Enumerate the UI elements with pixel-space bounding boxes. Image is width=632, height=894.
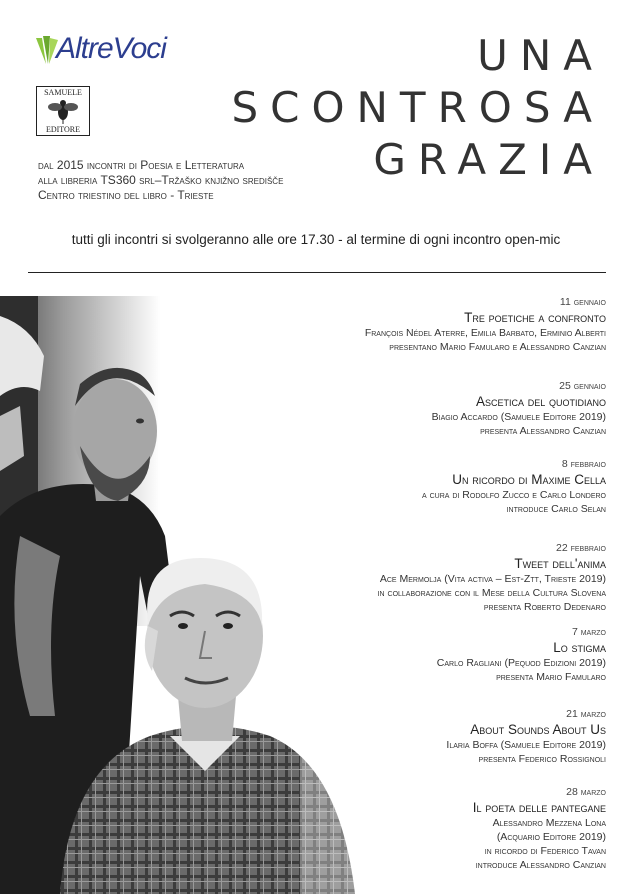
event-detail-line: presentano Mario Famularo e Alessandro Canzian — [389, 341, 606, 353]
event-date: 7 marzo — [571, 626, 606, 638]
event-detail-line: in ricordo di Federico Tavan — [484, 845, 606, 857]
title-line-1: UNA — [477, 31, 604, 80]
event-details — [306, 656, 606, 684]
event-series-title — [231, 30, 604, 186]
event-details — [306, 572, 606, 614]
event-item — [306, 458, 606, 542]
event-title: Tre poetiche a confronto — [464, 310, 606, 325]
event-details — [306, 738, 606, 766]
event-detail-line: a cura di Rodolfo Zucco e Carlo Londero — [422, 489, 606, 501]
event-item — [306, 296, 606, 380]
event-date: 28 marzo — [566, 786, 606, 798]
title-line-2: SCONTROSA — [231, 83, 604, 132]
event-detail-line: Biagio Accardo (Samuele Editore 2019) — [431, 411, 606, 423]
samuele-editore-seal — [36, 86, 90, 136]
event-title: Tweet dell'anima — [514, 556, 606, 571]
event-detail-line: Carlo Ragliani (Pequod Edizioni 2019) — [436, 657, 606, 669]
event-detail-line: presenta Federico Rossignoli — [478, 753, 606, 765]
event-detail-line: presenta Roberto Dedenaro — [483, 601, 606, 613]
event-title: Ascetica del quotidiano — [475, 394, 606, 409]
seal-line-1: SAMUELE — [44, 88, 82, 97]
event-item — [306, 626, 606, 708]
schedule-note: tutti gli incontri si svolgeranno alle ore 17.30 - al termine di ogni incontro open-mic — [71, 232, 561, 247]
altrevoci-logo — [34, 30, 204, 70]
event-date: 8 febbraio — [561, 458, 606, 470]
event-date: 21 marzo — [566, 708, 606, 720]
events-list — [306, 296, 606, 872]
event-item — [306, 708, 606, 786]
event-details — [306, 410, 606, 438]
intro-line-1: dal 2015 incontri di Poesia e Letteratura — [38, 158, 245, 172]
event-details — [306, 816, 606, 872]
event-date: 22 febbraio — [556, 542, 606, 554]
event-detail-line: presenta Mario Famularo — [496, 671, 606, 683]
event-detail-line: presenta Alessandro Canzian — [480, 425, 606, 437]
title-line-3: GRAZIA — [373, 135, 604, 184]
event-date: 11 gennaio — [559, 296, 606, 308]
event-item — [306, 786, 606, 872]
event-detail-line: Ace Mermolja (Vita activa – Est-Ztt, Trieste 2019) — [379, 573, 606, 585]
event-title: Un ricordo di Maxime Cella — [452, 472, 606, 487]
event-title: Lo stigma — [553, 640, 606, 655]
event-title: About Sounds About Us — [470, 722, 606, 737]
event-details — [306, 488, 606, 516]
event-detail-line: François Nédel Aterre, Emilia Barbato, Erminio Alberti — [364, 327, 606, 339]
intro-line-3: Centro triestino del libro - Trieste — [38, 188, 214, 202]
event-detail-line: introduce Alessandro Canzian — [475, 859, 606, 871]
divider — [28, 272, 606, 273]
intro-block — [38, 158, 283, 203]
event-details — [306, 326, 606, 354]
bee-emblem-icon — [48, 98, 78, 124]
intro-line-2: alla libreria TS360 srl–Tržaško knjižno središče — [38, 173, 284, 187]
event-detail-line: Ilaria Boffa (Samuele Editore 2019) — [446, 739, 606, 751]
event-item — [306, 380, 606, 458]
event-date: 25 gennaio — [559, 380, 606, 392]
event-detail-line: (Acquario Editore 2019) — [496, 831, 606, 843]
event-detail-line: Alessandro Mezzena Lona — [492, 817, 606, 829]
event-item — [306, 542, 606, 626]
seal-line-2: EDITORE — [45, 125, 81, 134]
event-detail-line: in collaborazione con il Mese della Cultura Slovena — [377, 587, 606, 599]
event-detail-line: introduce Carlo Selan — [506, 503, 606, 515]
logo-wordmark: AltreVoci — [56, 32, 166, 65]
event-title: Il poeta delle pantegane — [472, 800, 606, 815]
